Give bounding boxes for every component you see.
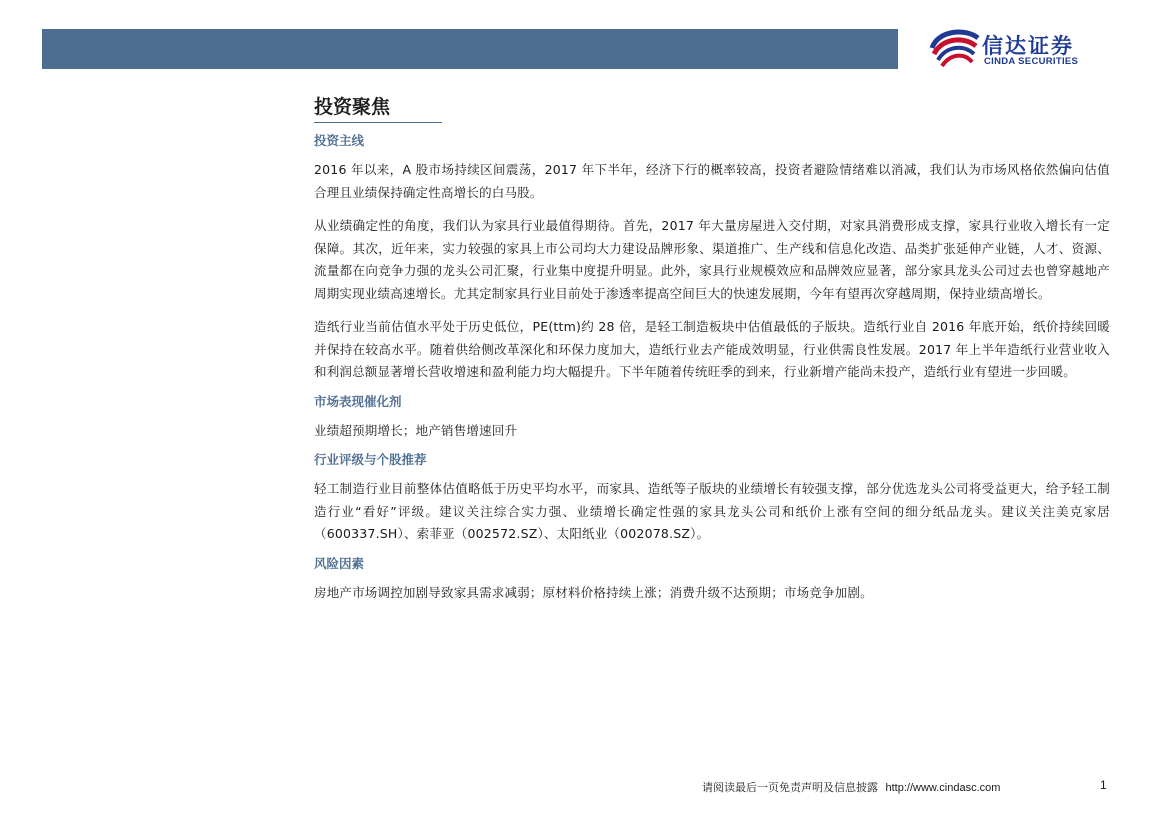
catalyst-text: 业绩超预期增长；地产销售增速回升 [314,422,518,438]
logo-english-name: CINDA SECURITIES [984,56,1079,67]
rating-heading: 行业评级与个股推荐 [314,452,427,467]
footer [702,779,1000,795]
header-bar [42,29,898,69]
company-logo [928,26,1128,72]
logo-chinese-name: 信达证券 [982,34,1074,58]
catalyst-heading: 市场表现催化剂 [314,393,402,409]
report-content [314,92,1110,604]
risk-text: 房地产市场调控加剧导致家具需求减弱；原材料价格持续上涨；消费升级不达预期；市场竞争加剧。 [314,584,873,600]
main-line-paragraph-1: 2016 年以来，A 股市场持续区间震荡，2017 年下半年，经济下行的概率较高，投资者避险情绪难以消减，我们认为市场风格依然偏向估值合理且业绩保持确定性高增长的白马股。 [314,162,1110,200]
rating-text: 轻工制造行业目前整体估值略低于历史平均水平，而家具、造纸等子版块的业绩增长有较强支撑，部分优选龙头公司将受益更大，给予轻工制造行业“看好”评级。建议关注综合实力强、业绩增长确定性强的家具龙头公司和纸价上涨有空间的细分纸品龙头。建议关注美克家居（600337.SH）、索菲亚（002572.SZ）、太阳纸业（002078.SZ）。 [314,481,1110,541]
footer-disclaimer: 请阅读最后一页免责声明及信息披露 [702,781,878,794]
footer-url-link[interactable]: http://www.cindasc.com [885,782,1001,794]
cinda-logo-icon [928,26,980,70]
section-title: 投资聚焦 [314,92,442,123]
main-line-heading: 投资主线 [314,133,365,148]
page-number: 1 [1100,778,1107,792]
main-line-paragraph-2: 从业绩确定性的角度，我们认为家具行业最值得期待。首先，2017 年大量房屋进入交付期，对家具消费形成支撑，家具行业收入增长有一定保障。其次，近年来，实力较强的家具上市公司均大力建设品牌形象、渠道推广、生产线和信息化改造、品类扩张延伸产业链，人才、资源、流量都在向竞争力强的龙头公司汇聚，行业集中度提升明显。此外，家具行业规模效应和品牌效应显著，部分家具龙头公司过去也曾穿越地产周期实现业绩高速增长。尤其定制家具行业目前处于渗透率提高空间巨大的快速发展期，今年有望再次穿越周期，保持业绩高增长。 [314,218,1110,301]
main-line-paragraph-3: 造纸行业当前估值水平处于历史低位，PE(ttm)约 28 倍，是轻工制造板块中估值最低的子版块。造纸行业自 2016 年底开始，纸价持续回暖并保持在较高水平。随着供给侧改革深化和环保力度加大，造纸行业去产能成效明显，行业供需良性发展。2017 年上半年造纸行业营业收入和利润总额显著增长营收增速和盈利能力均大幅提升。下半年随着传统旺季的到来，行业新增产能尚未投产，造纸行业有望进一步回暖。 [314,319,1110,379]
risk-heading: 风险因素 [314,555,365,571]
